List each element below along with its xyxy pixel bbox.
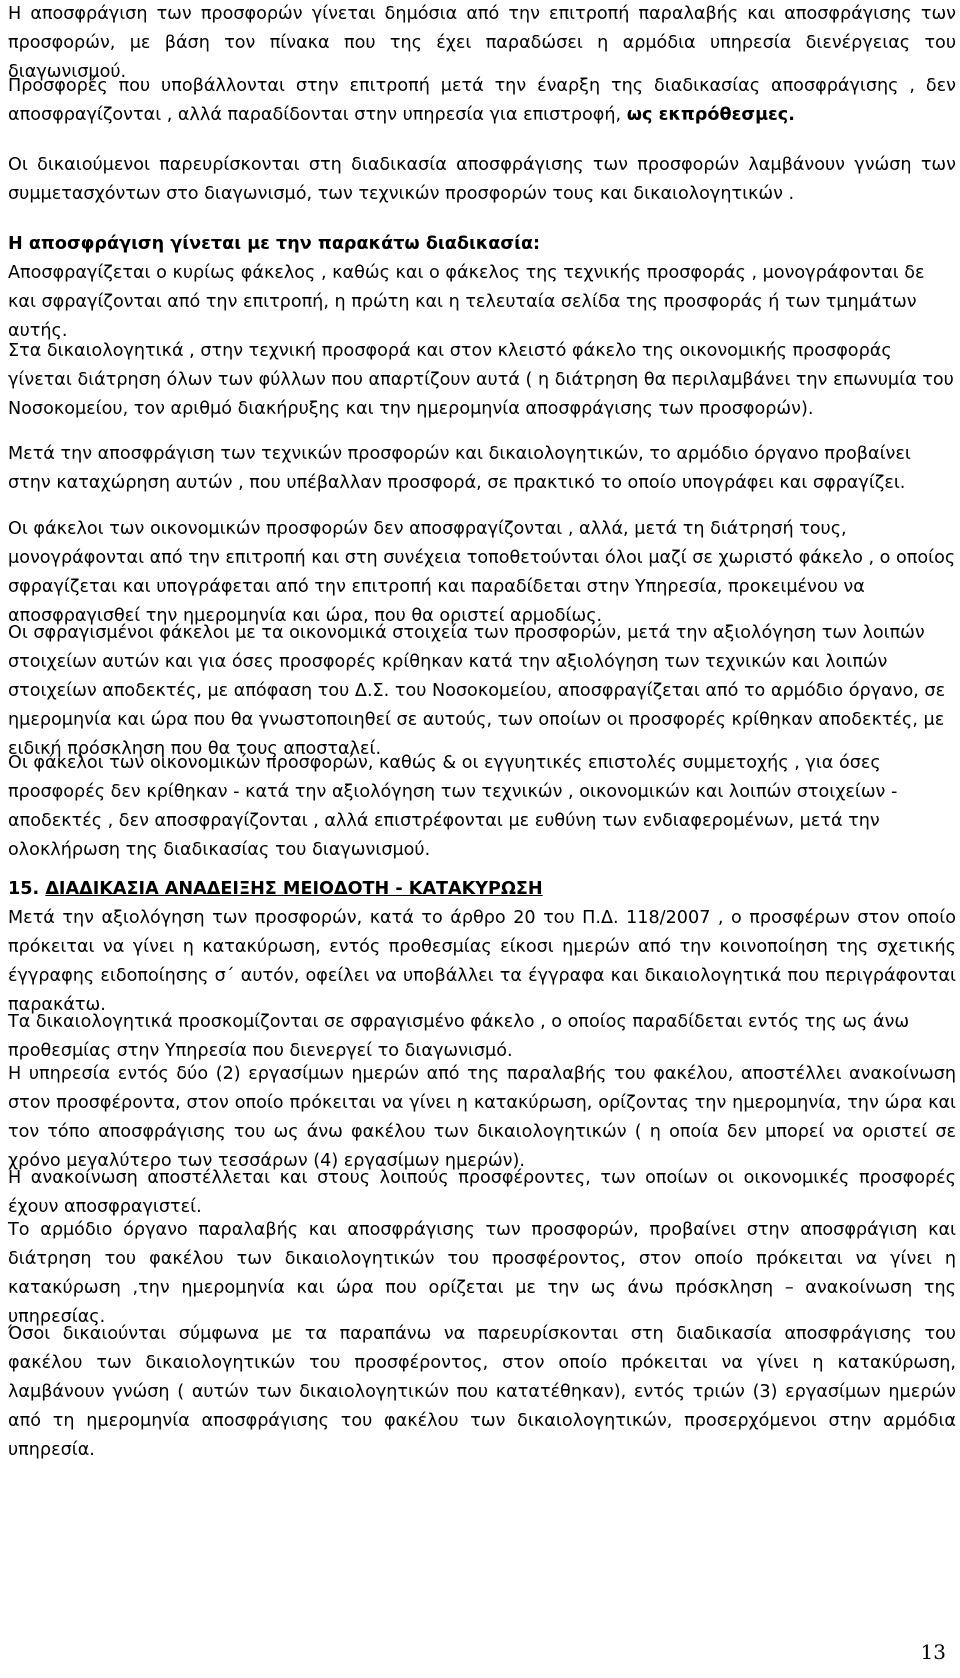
paragraph-financial-envelopes: Οι φάκελοι των οικονομικών προσφορών δεν αποσφραγίζονται , αλλά, μετά τη διάτρησή τους, μονογράφονται από την επιτροπή και στη συνέχεια τοποθετούνται όλοι μαζί σε χωριστό φάκελο , ο οποίος σφραγίζεται και υπογράφεται από την επιτροπή και παραδίδεται στην Υπηρεσία, προκειμένου να αποσφραγισθεί την ημερομηνία και ώρα, που θα οριστεί αρμοδίως. bbox=[8, 519, 956, 626]
section-number: 15. bbox=[8, 879, 40, 899]
paragraph-registration: Μετά την αποσφράγιση των τεχνικών προσφορών και δικαιολογητικών, το αρμόδιο όργανο προβαίνει στην καταχώρηση αυτών , που υπέβαλλαν προσφορά, σε πρακτικό το οποίο υπογράφει και σφραγίζει. bbox=[8, 444, 911, 493]
paragraph-access-documents: Όσοι δικαιούνται σύμφωνα με τα παραπάνω να παρευρίσκονται στη διαδικασία αποσφράγισης του φακέλου των δικαιολογητικών του προσφέροντος, στον οποίο πρόκειται να γίνει η κατακύρωση, λαμβάνουν γνώση ( αυτών των δικαιολογητικών που κατατέθηκαν), εντός τριών (3) εργασίμων ημερών από τη ημερομηνία αποσφράγισης του φακέλου των δικαιολογητικών, προσερχόμενοι στην αρμόδια υπηρεσία. bbox=[8, 1324, 956, 1460]
paragraph-perforation: Στα δικαιολογητικά , στην τεχνική προσφορά και στον κλειστό φάκελο της οικονομικής προσφοράς γίνεται διάτρηση όλων των φύλλων που απαρτίζουν αυτά ( η διάτρηση θα περιλαμβάνει την επωνυμία του Νοσοκομείου, τον αριθμό διακήρυξης και την ημερομηνία αποσφράγισης των προσφορών). bbox=[8, 341, 954, 419]
paragraph-main-envelope: Αποσφραγίζεται ο κυρίως φάκελος , καθώς και ο φάκελος της τεχνικής προσφοράς , μονογράφονται δε και σφραγίζονται από την επιτροπή, η πρώτη και η τελευταία σελίδα της προσφοράς ή των τμημάτων αυτής. bbox=[8, 263, 925, 341]
paragraph-sealed-documents: Τα δικαιολογητικά προσκομίζονται σε σφραγισμένο φάκελο , ο οποίος παραδίδεται εντός της ως άνω προθεσμίας στην Υπηρεσία που διενεργεί το διαγωνισμό. bbox=[8, 1012, 910, 1061]
page-number: 13 bbox=[920, 1640, 946, 1664]
section-15-heading bbox=[8, 875, 956, 904]
paragraph-returned-envelopes: Οι φάκελοι των οικονομικών προσφορών, καθώς & οι εγγυητικές επιστολές συμμετοχής , για όσες προσφορές δεν κρίθηκαν - κατά την αξιολόγηση των τεχνικών , οικονομικών και λοιπών στοιχείων - αποδεκτές , δεν αποσφραγίζονται , αλλά επιστρέφονται με ευθύνη των ενδιαφερομένων, μετά την ολοκλήρωση της διαδικασίας του διαγωνισμού. bbox=[8, 753, 898, 860]
late-offers-text: Προσφορές που υποβάλλονται στην επιτροπή μετά την έναρξη της διαδικασίας αποσφράγισης , δεν αποσφραγίζονται , αλλά παραδίδονται στην υπηρεσία για επιστροφή, bbox=[8, 76, 956, 125]
procedure-heading: Η αποσφράγιση γίνεται με την παρακάτω διαδικασία: bbox=[8, 234, 541, 254]
paragraph-award-documents: Μετά την αξιολόγηση των προσφορών, κατά το άρθρο 20 του Π.Δ. 118/2007 , ο προσφέρων στον οποίο πρόκειται να γίνει η κατακύρωση, εντός προθεσμίας είκοσι ημερών από την κοινοποίηση της σχετικής έγγραφης ειδοποίησης σ΄ αυτόν, οφείλει να υποβάλλει τα έγγραφα και δικαιολογητικά που περιγράφονται παρακάτω. bbox=[8, 908, 956, 1015]
paragraph-entitled-parties: Οι δικαιούμενοι παρευρίσκονται στη διαδικασία αποσφράγισης των προσφορών λαμβάνουν γνώση των συμμετασχόντων στο διαγωνισμό, των τεχνικών προσφορών τους και δικαιολογητικών . bbox=[8, 155, 956, 204]
section-title: ΔΙΑΔΙΚΑΣΙΑ ΑΝΑΔΕΙΞΗΣ ΜΕΙΟΔΟΤΗ - ΚΑΤΑΚΥΡΩΣΗ bbox=[45, 879, 543, 899]
late-offers-bold: ως εκπρόθεσμες. bbox=[626, 104, 795, 125]
paragraph-opening-public: Η αποσφράγιση των προσφορών γίνεται δημόσια από την επιτροπή παραλαβής και αποσφράγισης των προσφορών, με βάση τον πίνακα που της έχει παραδώσει η αρμόδια υπηρεσία διενέργειας του διαγωνισμού. bbox=[8, 4, 956, 82]
paragraph-late-offers bbox=[8, 72, 956, 130]
paragraph-committee-opening: Το αρμόδιο όργανο παραλαβής και αποσφράγισης των προσφορών, προβαίνει στην αποσφράγιση και διάτρηση του φακέλου των δικαιολογητικών του προσφέροντος, στον οποίο πρόκειται να γίνει η κατακύρωση ,την ημερομηνία και ώρα που ορίζεται με την ως άνω πρόσκληση – ανακοίνωση της υπηρεσίας. bbox=[8, 1220, 956, 1327]
paragraph-other-bidders: Η ανακοίνωση αποστέλλεται και στους λοιπούς προσφέροντες, των οποίων οι οικονομικές προσφορές έχουν αποσφραγιστεί. bbox=[8, 1168, 956, 1217]
paragraph-sealed-envelopes: Οι σφραγισμένοι φάκελοι με τα οικονομικά στοιχεία των προσφορών, μετά την αξιολόγηση των λοιπών στοιχείων αυτών και για όσες προσφορές κρίθηκαν κατά την αξιολόγηση των τεχνικών και λοιπών στοιχείων αποδεκτές, με απόφαση του Δ.Σ. του Νοσοκομείου, αποσφραγίζεται από το αρμόδιο όργανο, σε ημερομηνία και ώρα που θα γνωστοποιηθεί σε αυτούς, των οποίων οι προσφορές κρίθηκαν αποδεκτές, με ειδική πρόσκληση που θα τους αποσταλεί. bbox=[8, 623, 946, 759]
paragraph-notification: Η υπηρεσία εντός δύο (2) εργασίμων ημερών από της παραλαβής του φακέλου, αποστέλλει ανακοίνωση στον προσφέροντα, στον οποίο πρόκειται να γίνει η κατακύρωση, ορίζοντας την ημερομηνία, την ώρα και τον τόπο αποσφράγισης του ως άνω φακέλου των δικαιολογητικών ( η οποία δεν μπορεί να οριστεί σε χρόνο μεγαλύτερο των τεσσάρων (4) εργασίμων ημερών). bbox=[8, 1064, 956, 1171]
